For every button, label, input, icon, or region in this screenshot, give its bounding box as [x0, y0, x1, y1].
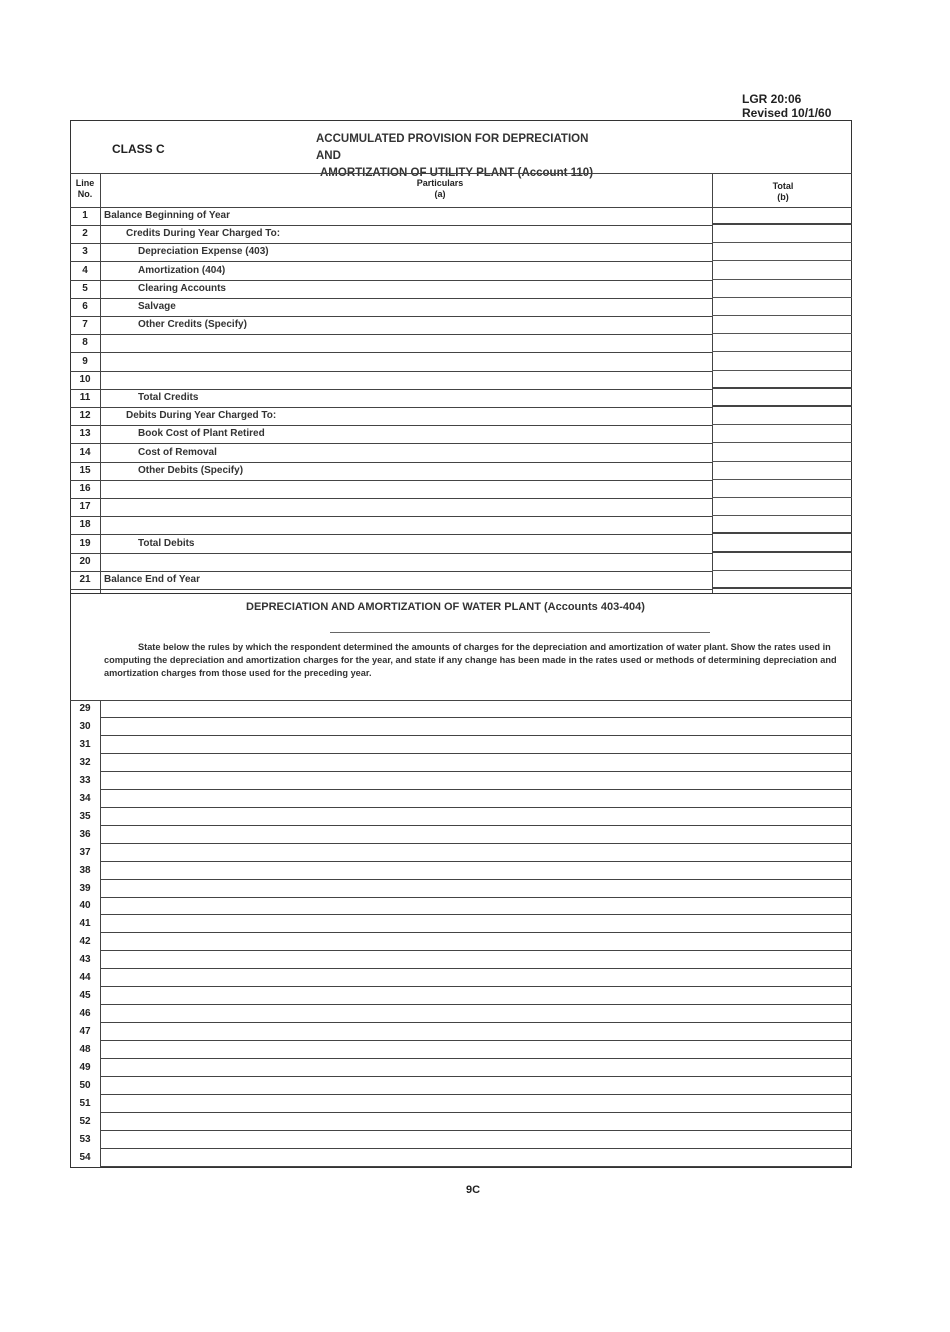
entry-line-field[interactable] [101, 915, 852, 933]
total-input-cell[interactable] [712, 553, 852, 571]
line-number: 12 [79, 410, 91, 422]
line-number: 39 [79, 882, 91, 894]
particulars-cell: Debits During Year Charged To: [126, 410, 277, 422]
table-row [70, 498, 852, 516]
line-number: 32 [79, 756, 91, 768]
section2-instructions: State below the rules by which the respondent determined the amounts of charges for the depreciation and amortization of water plant. Show the rates used in computing the depreciation and amortization charges for the year, and state if any change has been made in the rates used or methods of determining depreciation and amortization charges from those used for the preceding year. [104, 642, 837, 678]
total-input-cell[interactable] [712, 444, 852, 462]
total-input-cell[interactable] [712, 280, 852, 298]
list-item [70, 1095, 852, 1113]
table-row [70, 516, 852, 534]
total-input-cell[interactable] [712, 389, 852, 407]
entry-line-field[interactable] [101, 1005, 852, 1023]
particulars-cell: Balance Beginning of Year [104, 210, 230, 221]
list-item [70, 880, 852, 898]
list-item [70, 915, 852, 933]
entry-line-field[interactable] [101, 987, 852, 1005]
line-number: 20 [79, 555, 91, 567]
col-header-particulars-sub: (a) [434, 189, 446, 199]
col-header-particulars-label: Particulars [416, 178, 464, 188]
total-input-cell[interactable] [712, 243, 852, 261]
line-number: 16 [79, 483, 91, 494]
line-number: 36 [79, 828, 91, 840]
section1-title-line2: AMORTIZATION OF UTILITY PLANT (Account 110) [320, 167, 594, 179]
section2-title: DEPRECIATION AND AMORTIZATION OF WATER PLANT (Accounts 403-404) [246, 601, 645, 613]
list-item [70, 987, 852, 1005]
entry-line-field[interactable] [101, 808, 852, 826]
col-header-line-no [70, 178, 100, 200]
list-item [70, 1131, 852, 1149]
list-item [70, 700, 852, 718]
entry-line-field[interactable] [101, 1113, 852, 1131]
particulars-cell: Book Cost of Plant Retired [138, 428, 265, 440]
line-number: 46 [79, 1008, 91, 1020]
list-item [70, 808, 852, 826]
form-code-number: LGR 20:06 [742, 92, 802, 106]
entry-line-field[interactable] [101, 1023, 852, 1041]
line-number: 33 [79, 774, 91, 786]
table-row [70, 462, 852, 480]
entry-line-field[interactable] [101, 700, 852, 718]
entry-line-field[interactable] [101, 862, 852, 880]
list-item [70, 772, 852, 790]
col-header-particulars [390, 178, 490, 200]
line-number: 52 [79, 1115, 91, 1127]
line-number: 38 [79, 864, 91, 876]
line-number: 48 [79, 1044, 91, 1056]
list-item [70, 754, 852, 772]
page-number: 9C [466, 1184, 481, 1196]
total-input-cell[interactable] [712, 225, 852, 243]
entry-line-field[interactable] [101, 1149, 852, 1167]
list-item [70, 790, 852, 808]
line-number: 6 [82, 301, 88, 312]
list-item [70, 1041, 852, 1059]
entry-line-field[interactable] [101, 897, 852, 915]
list-item [70, 844, 852, 862]
col-header-total-sub: (b) [777, 192, 789, 202]
line-number: 17 [79, 501, 91, 513]
total-input-cell[interactable] [712, 535, 852, 553]
total-input-cell[interactable] [712, 207, 852, 225]
line-number: 47 [79, 1026, 91, 1038]
entry-line-field[interactable] [101, 1095, 852, 1113]
table-row [70, 334, 852, 352]
total-input-cell[interactable] [712, 316, 852, 334]
table-row [70, 207, 852, 225]
entry-line-field[interactable] [101, 1077, 852, 1095]
line-number: 2 [82, 228, 88, 240]
table-row [70, 225, 852, 243]
particulars-cell: Other Credits (Specify) [138, 319, 247, 331]
table-row [70, 262, 852, 280]
total-input-cell[interactable] [712, 498, 852, 516]
table-row [70, 389, 852, 407]
particulars-cell: Other Debits (Specify) [138, 464, 244, 476]
line-number: 37 [79, 846, 91, 858]
line-number: 50 [79, 1079, 91, 1091]
particulars-cell: Credits During Year Charged To: [126, 228, 281, 240]
entry-line-field[interactable] [101, 933, 852, 951]
header-top-rule [70, 173, 852, 174]
col-header-total-label: Total [772, 181, 794, 191]
particulars-cell: Balance End of Year [104, 574, 200, 585]
line-number: 5 [82, 282, 88, 294]
line-number: 1 [82, 210, 88, 221]
list-item [70, 1023, 852, 1041]
total-input-cell[interactable] [712, 334, 852, 352]
table-row [70, 298, 852, 316]
particulars-cell: Amortization (404) [138, 264, 226, 276]
line-number: 11 [79, 392, 91, 403]
particulars-cell: Total Credits [138, 392, 199, 403]
line-number: 30 [79, 720, 91, 732]
particulars-cell: Depreciation Expense (403) [138, 246, 269, 258]
total-input-cell[interactable] [712, 462, 852, 480]
list-item [70, 897, 852, 915]
line-number: 8 [82, 337, 88, 349]
list-item [70, 1077, 852, 1095]
entry-line-field[interactable] [101, 880, 852, 898]
entry-line-field[interactable] [101, 826, 852, 844]
table-row [70, 535, 852, 553]
list-item [70, 1113, 852, 1131]
particulars-cell: Clearing Accounts [138, 282, 226, 294]
total-input-cell[interactable] [712, 298, 852, 316]
line-number: 19 [79, 537, 91, 549]
list-item [70, 718, 852, 736]
col-header-line: Line [75, 178, 95, 188]
entry-line-field[interactable] [101, 969, 852, 987]
list-item [70, 736, 852, 754]
line-number: 34 [79, 792, 91, 804]
total-input-cell[interactable] [712, 516, 852, 534]
line-number: 35 [79, 810, 91, 822]
total-input-cell[interactable] [712, 425, 852, 443]
line-number: 51 [79, 1097, 91, 1109]
section1-title-line1: ACCUMULATED PROVISION FOR DEPRECIATION AND [316, 133, 589, 162]
line-number: 41 [79, 918, 91, 930]
entry-line-field[interactable] [101, 951, 852, 969]
line-number: 14 [79, 446, 91, 458]
table-row [70, 407, 852, 425]
list-item [70, 1005, 852, 1023]
list-item [70, 1059, 852, 1077]
line-number: 9 [82, 355, 88, 367]
col-header-total [748, 181, 818, 203]
line-number: 7 [82, 319, 88, 331]
entry-line-field[interactable] [101, 772, 852, 790]
total-input-cell[interactable] [712, 262, 852, 280]
line-number: 45 [79, 990, 91, 1002]
table-row [70, 444, 852, 462]
section1-title [316, 131, 616, 182]
particulars-cell: Cost of Removal [138, 446, 217, 458]
line-number: 43 [79, 954, 91, 966]
table-row [70, 371, 852, 389]
line-number: 13 [79, 428, 91, 440]
row-rule [70, 589, 712, 590]
entry-line-field[interactable] [101, 1041, 852, 1059]
class-label: CLASS C [112, 142, 165, 156]
line-number: 4 [82, 264, 88, 276]
form-revised-date: Revised 10/1/60 [742, 106, 832, 120]
line-number: 49 [79, 1062, 91, 1073]
entry-line-field[interactable] [101, 1131, 852, 1149]
total-input-cell[interactable] [712, 353, 852, 371]
list-item [70, 826, 852, 844]
list-item [70, 1149, 852, 1167]
total-input-cell[interactable] [712, 407, 852, 425]
line-number: 3 [82, 246, 88, 258]
line-number: 40 [79, 900, 91, 912]
line-number: 54 [79, 1151, 91, 1163]
line-number: 21 [79, 574, 91, 585]
line-number: 10 [79, 373, 91, 385]
list-item [70, 951, 852, 969]
list-item [70, 862, 852, 880]
list-item [70, 933, 852, 951]
line-number: 18 [79, 519, 91, 531]
table-row [70, 243, 852, 261]
line-number: 31 [79, 738, 91, 750]
line-number: 15 [79, 464, 91, 476]
table-row [70, 480, 852, 498]
list-item [70, 969, 852, 987]
total-input-cell[interactable] [712, 480, 852, 498]
particulars-cell: Total Debits [138, 537, 195, 549]
section1-bottom-rule [70, 593, 852, 594]
entry-line-field[interactable] [101, 754, 852, 772]
table-row [70, 280, 852, 298]
table-row [70, 316, 852, 334]
col-header-no: No. [77, 189, 93, 199]
entry-line-field[interactable] [101, 1059, 852, 1077]
total-input-cell[interactable] [712, 371, 852, 389]
entry-line-field[interactable] [101, 790, 852, 808]
entry-line-field[interactable] [101, 844, 852, 862]
entry-line-field[interactable] [101, 718, 852, 736]
line-number: 44 [79, 972, 91, 984]
section2-title-rule [330, 632, 710, 633]
table-row [70, 353, 852, 371]
particulars-cell: Salvage [138, 301, 176, 312]
form-code [742, 92, 831, 120]
table-row [70, 425, 852, 443]
line-number: 42 [79, 936, 91, 948]
line-number: 29 [79, 703, 91, 714]
line-number: 53 [79, 1133, 91, 1145]
table-row [70, 553, 852, 571]
entry-line-field[interactable] [101, 736, 852, 754]
table-row [70, 571, 852, 589]
total-input-cell[interactable] [712, 571, 852, 589]
